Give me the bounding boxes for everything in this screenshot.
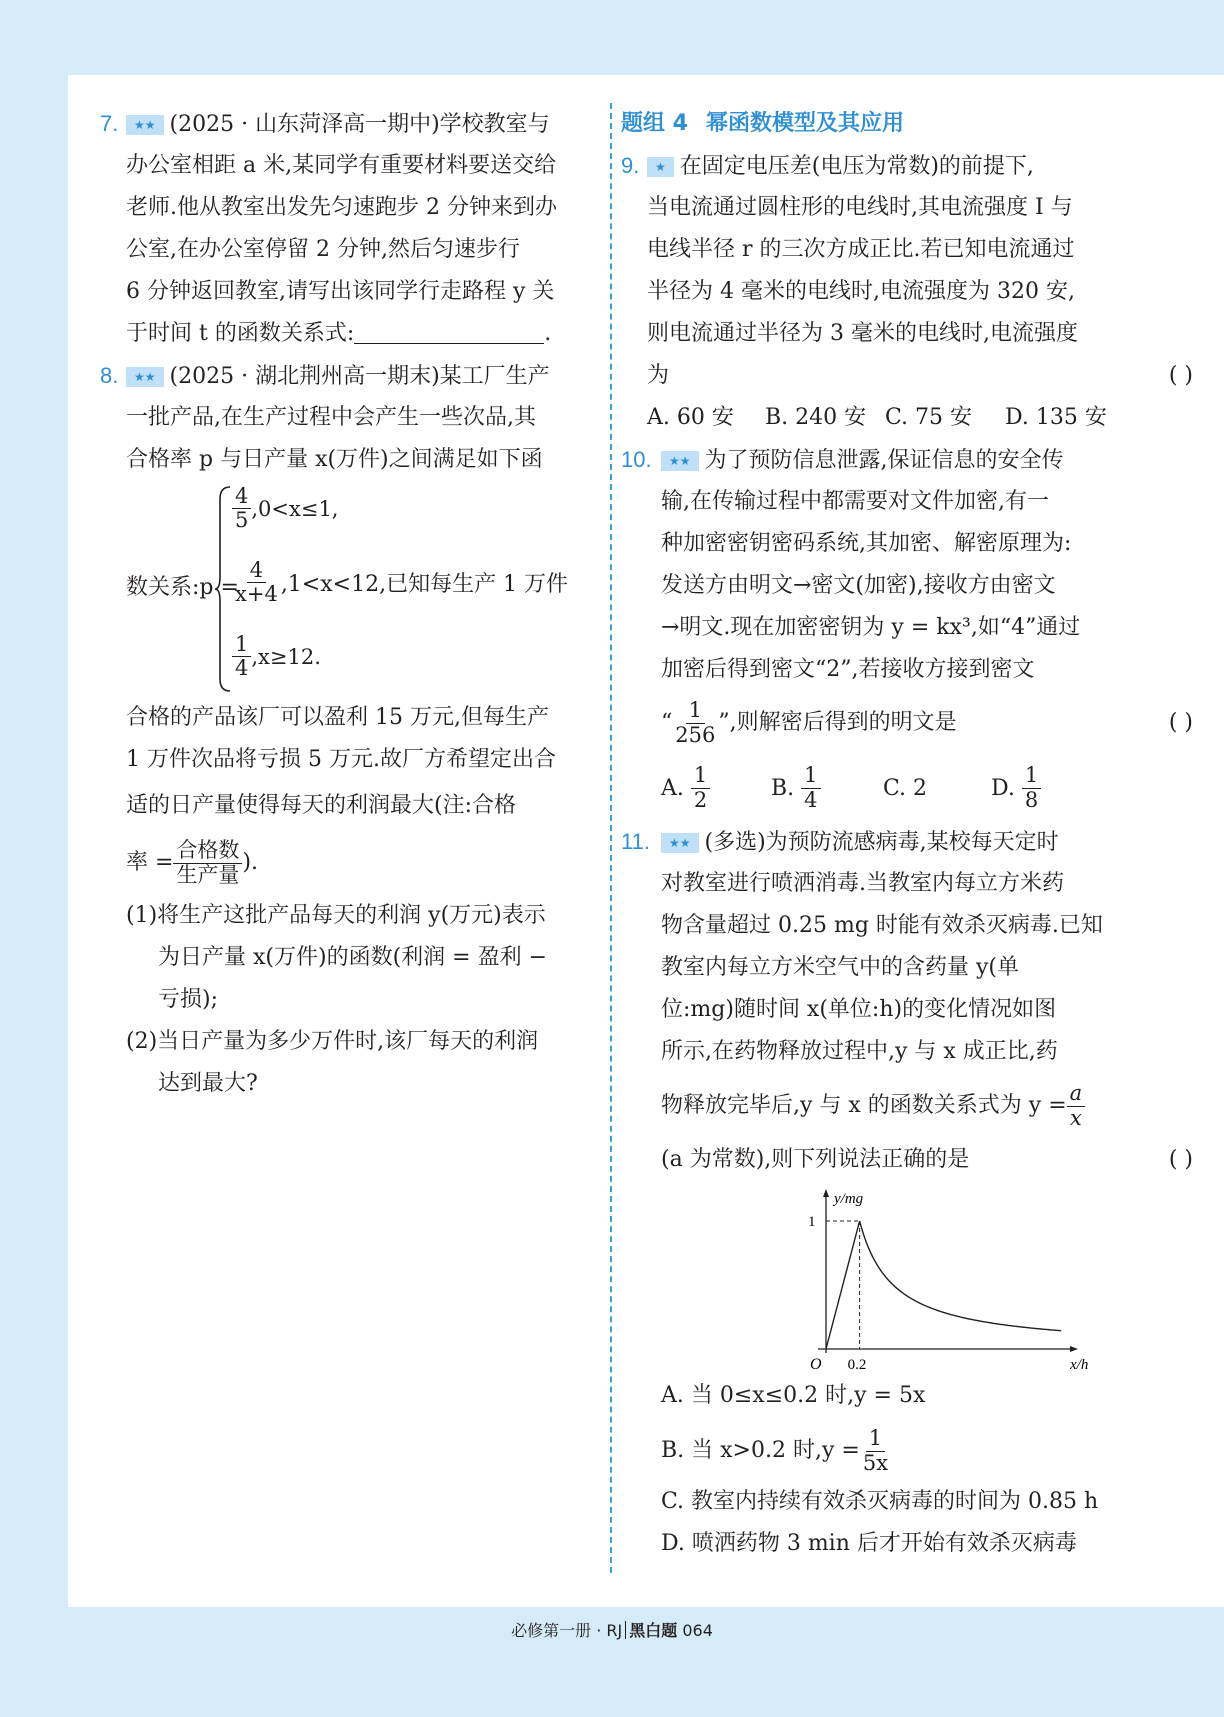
q11-text-8: (a 为常数),则下列说法正确的是 (661, 1147, 970, 1172)
q7-text: (2025 · 山东菏泽高一期中)学校教室与 (169, 112, 550, 137)
q10-line-1 (621, 439, 1193, 481)
q11-line-2: 对教室进行喷洒消毒.当教室内每立方米药 (661, 871, 1064, 896)
series-release-line (826, 1221, 860, 1349)
q10-number: 10. (621, 447, 652, 472)
difficulty-stars: ★★ (661, 833, 699, 853)
q11-line-7 (621, 1073, 1193, 1139)
q8-text: (2025 · 湖北荆州高一期末)某工厂生产 (169, 364, 550, 389)
q11-line-1 (621, 821, 1193, 863)
piece-3 (232, 633, 321, 680)
q9-line-1 (621, 145, 1193, 187)
answer-paren: ( ) (1168, 363, 1193, 388)
q7-line-5: 6 分钟返回教室,请写出该同学行走路程 y 关 (126, 279, 555, 304)
q8-line-2: 一批产品,在生产过程中会产生一些次品,其 (126, 405, 536, 430)
answer-paren: ( ) (1168, 1147, 1193, 1172)
fraction: $\frac{4}{x+4}$ (235, 558, 278, 607)
q9-line-5: 则电流通过半径为 3 毫米的电线时,电流强度 (647, 321, 1078, 346)
difficulty-stars: ★★ (126, 115, 164, 135)
fraction: $\frac{1}{4}$ (232, 633, 251, 680)
x-axis-arrow (1070, 1346, 1078, 1352)
origin-label: O (810, 1356, 822, 1371)
column-divider (610, 103, 612, 1573)
q11-option-b (621, 1421, 1193, 1481)
q11-line-3: 物含量超过 0.25 mg 时能有效杀灭病毒.已知 (661, 913, 1103, 938)
piece-2-condition: ,1<x<12,已知每生产 1 万件 (280, 572, 569, 598)
piece-2 (232, 559, 568, 606)
q11-number: 11. (621, 829, 650, 854)
q10-line-6: 加密后得到密文“2”,若接收方接到密文 (661, 657, 1035, 682)
footer-book: 必修第一册 · RJ (511, 1621, 623, 1640)
q10-text: 为了预防信息泄露,保证信息的安全传 (704, 448, 1064, 473)
q10-option-a: A. $\frac{1}{2}$ (661, 764, 771, 811)
group-label: 题组 4 (621, 111, 688, 136)
fraction: $\frac{a}{x}$ (1067, 1082, 1086, 1129)
q9-number: 9. (621, 153, 640, 178)
q11-option-d: D. 喷洒药物 3 min 后才开始有效杀灭病毒 (661, 1531, 1077, 1556)
q8-line-6: 适的日产量使得每天的利润最大(注:合格 (126, 793, 516, 818)
q11-option-c: C. 教室内持续有效杀灭病毒的时间为 0.85 h (661, 1489, 1099, 1514)
piece-1-condition: ,0<x≤1, (251, 496, 339, 521)
q10-option-c: C. 2 (883, 775, 928, 801)
q10-text-end: ”,则解密后得到的明文是 (718, 710, 957, 735)
footer-series: 黑白题 (629, 1621, 678, 1640)
q9-line-2: 当电流通过圆柱形的电线时,其电流强度 I 与 (647, 195, 1073, 220)
series-decay-curve (860, 1221, 1062, 1331)
q9-line-4: 半径为 4 毫米的电线时,电流强度为 320 安, (647, 279, 1075, 304)
q7-line-4: 公室,在办公室停留 2 分钟,然后匀速步行 (126, 237, 520, 262)
q9-option-b: B. 240 安 (765, 405, 867, 430)
page-footer (0, 1618, 1224, 1641)
note-suffix: ). (242, 850, 259, 875)
fraction: $\frac{\text{合格数}}{\text{生产量}}$ (173, 839, 242, 886)
fraction: $\frac{1}{5x}$ (862, 1426, 889, 1475)
q11-option-a: A. 当 0≤x≤0.2 时,y = 5x (661, 1383, 926, 1408)
page-number: 064 (682, 1621, 713, 1640)
q10-option-b: B. $\frac{1}{4}$ (771, 764, 883, 811)
page-sheet (68, 75, 1224, 1607)
difficulty-stars: ★★ (661, 451, 699, 471)
piece-1 (232, 485, 338, 532)
drug-concentration-chart (621, 1181, 1193, 1371)
q7-text-end: 于时间 t 的函数关系式: (126, 321, 355, 346)
q8-note (100, 831, 628, 895)
chart-svg (621, 1181, 1193, 1371)
q8-line-3: 合格率 p 与日产量 x(万件)之间满足如下函 (126, 447, 543, 472)
difficulty-stars: ★ (647, 157, 674, 177)
q8-sub-1: (1)将生产这批产品每天的利润 y(万元)表示 (126, 903, 546, 928)
q8-sub-1b: 为日产量 x(万件)的函数(利润 = 盈利 − (158, 945, 547, 970)
y-tick-label: 1 (808, 1214, 816, 1230)
left-brace-icon (214, 485, 232, 693)
q10-line-4: 发送方由明文→密文(加密),接收方由密文 (661, 573, 1056, 598)
q9-line-6 (621, 355, 1193, 397)
q10-option-d: D. $\frac{1}{8}$ (991, 764, 1041, 811)
fraction: $\frac{1}{256}$ (675, 698, 716, 747)
q11-text: (多选)为预防流感病毒,某校每天定时 (704, 830, 1059, 855)
q11-option-b-text: B. 当 x>0.2 时,y = (661, 1438, 860, 1463)
q8-number: 8. (100, 363, 119, 388)
q9-option-a: A. 60 安 (647, 405, 734, 430)
y-axis-arrow (823, 1189, 829, 1197)
q7-line-6: 于时间 t 的函数关系式: . (100, 313, 628, 355)
difficulty-stars: ★★ (126, 367, 164, 387)
piecewise-function (100, 481, 628, 697)
q9-text-end: 为 (647, 363, 670, 388)
answer-blank (354, 314, 544, 344)
q8-line-1 (100, 355, 628, 397)
q11-text-7: 物释放完毕后,y 与 x 的函数关系式为 y = (661, 1093, 1067, 1118)
left-column (100, 103, 628, 1105)
q11-line-4: 教室内每立方米空气中的含药量 y(单 (661, 955, 1020, 980)
x-axis-label: x/h (1070, 1357, 1089, 1371)
q10-line-7 (621, 691, 1193, 755)
quote-open: “ (661, 710, 673, 735)
q7-line-1 (100, 103, 628, 145)
q8-line-5: 1 万件次品将亏损 5 万元.故厂方希望定出合 (126, 747, 556, 772)
group-heading (621, 103, 1193, 145)
q7-line-2: 办公室相距 a 米,某同学有重要材料要送交给 (126, 153, 557, 178)
x-tick-label: 0.2 (847, 1357, 867, 1371)
q9-option-d: D. 135 安 (1005, 405, 1107, 430)
q8-sub-2b: 达到最大? (158, 1071, 258, 1096)
footer-divider (625, 1621, 626, 1639)
right-column (621, 103, 1193, 1565)
q10-options (621, 755, 1193, 821)
q9-line-3: 电线半径 r 的三次方成正比.若已知电流通过 (647, 237, 1075, 262)
q10-line-5: →明文.现在加密密钥为 y = kx³,如“4”通过 (661, 615, 1081, 640)
q10-line-3: 种加密密钥密码系统,其加密、解密原理为: (661, 531, 1072, 556)
y-axis-label: y/mg (834, 1191, 864, 1207)
answer-paren: ( ) (1168, 710, 1193, 735)
q9-options (621, 397, 1193, 439)
piecewise-label: 数关系:p = (126, 575, 239, 600)
q11-line-8 (621, 1139, 1193, 1181)
q8-line-4: 合格的产品该厂可以盈利 15 万元,但每生产 (126, 705, 549, 730)
fraction: $\frac{4}{5}$ (232, 485, 251, 532)
q7-number: 7. (100, 111, 119, 136)
q7-line-3: 老师.他从教室出发先匀速跑步 2 分钟来到办 (126, 195, 557, 220)
piece-3-condition: ,x≥12. (251, 644, 321, 669)
q8-sub-1c: 亏损); (158, 987, 218, 1012)
q11-line-5: 位:mg)随时间 x(单位:h)的变化情况如图 (661, 997, 1057, 1022)
group-title: 幂函数模型及其应用 (705, 111, 904, 136)
q9-text: 在固定电压差(电压为常数)的前提下, (679, 154, 1034, 179)
note-prefix: 率 = (126, 850, 174, 875)
q8-sub-2: (2)当日产量为多少万件时,该厂每天的利润 (126, 1029, 539, 1054)
q10-line-2: 输,在传输过程中都需要对文件加密,有一 (661, 489, 1049, 514)
q11-line-6: 所示,在药物释放过程中,y 与 x 成正比,药 (661, 1039, 1058, 1064)
q9-option-c: C. 75 安 (885, 405, 973, 430)
